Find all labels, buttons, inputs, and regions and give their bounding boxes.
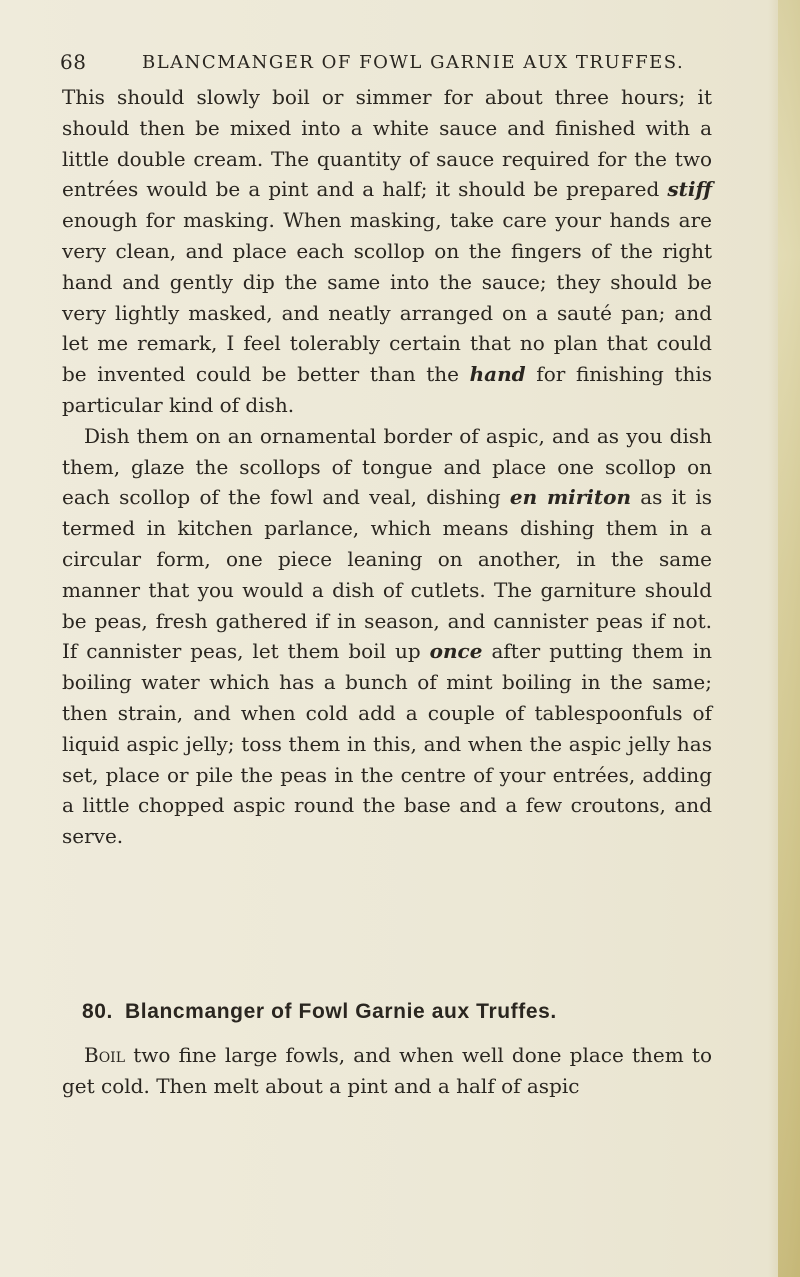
page-header: [60, 50, 700, 80]
paragraph-1-text-a: This should slowly boil or simmer for about three hours; it should then be mixed into a white sauce and finished with a little double cream. The quantity of sauce required for the two entrées would be a pint and a half; it should be prepared: [62, 85, 712, 202]
paragraph-2: [62, 421, 712, 852]
section-heading: [82, 1000, 557, 1024]
recipe-paragraph: [62, 1040, 712, 1102]
section-title: Blancmanger of Fowl Garnie aux Truffes.: [125, 1000, 557, 1023]
emphasis-stiff: stiff: [667, 177, 712, 202]
running-head: BLANCMANGER OF FOWL GARNIE AUX TRUFFES.: [142, 52, 685, 73]
paragraph-1-text-c: for finishing this particular kind of dish.: [62, 362, 712, 417]
page-number: 68: [60, 50, 87, 74]
page-edge-stain: [778, 0, 800, 1277]
section-number: 80.: [82, 1000, 113, 1023]
emphasis-once: once: [429, 639, 483, 664]
paragraph-2-text-c: after putting them in boiling water which has a bunch of mint boiling in the same; then strain, and when cold add a couple of tablespoonfuls of liquid aspic jelly; toss them in this, and when the aspic jelly has set, place or pile the peas in the centre of your entrées, adding a little chopped aspic round the base and a few croutons, and serve.: [62, 639, 712, 849]
recipe-lead-word: Boil: [84, 1043, 126, 1067]
paragraph-2-text-a: Dish them on an ornamental border of aspic, and as you dish them, glaze the scollops of tongue and place one scollop on each scollop of the fowl and veal, dishing: [62, 423, 712, 510]
body-text: [62, 82, 712, 852]
paragraph-1: [62, 82, 712, 421]
recipe-text: [62, 1040, 712, 1102]
paragraph-1-text-b: enough for masking. When masking, take care your hands are very clean, and place each scollop on the fingers of the right hand and gently dip the same into the sauce; they should be very lightly masked, and neatly arranged on a sauté pan; and let me remark, I feel tolerably certain that no plan that could be invented could be better than the: [62, 208, 712, 387]
emphasis-en-miriton: en miriton: [509, 485, 631, 510]
paragraph-2-text-b: as it is termed in kitchen parlance, which means dishing them in a circular form, one piece leaning on another, in the same manner that you would a dish of cutlets. The garniture should be peas, fresh gathered if in season, and cannister peas if not. If cannister peas, let them boil up: [62, 485, 712, 664]
emphasis-hand: hand: [469, 362, 526, 387]
recipe-paragraph-text: two fine large fowls, and when well done place them to get cold. Then melt about a pint and a half of aspic: [62, 1043, 712, 1098]
